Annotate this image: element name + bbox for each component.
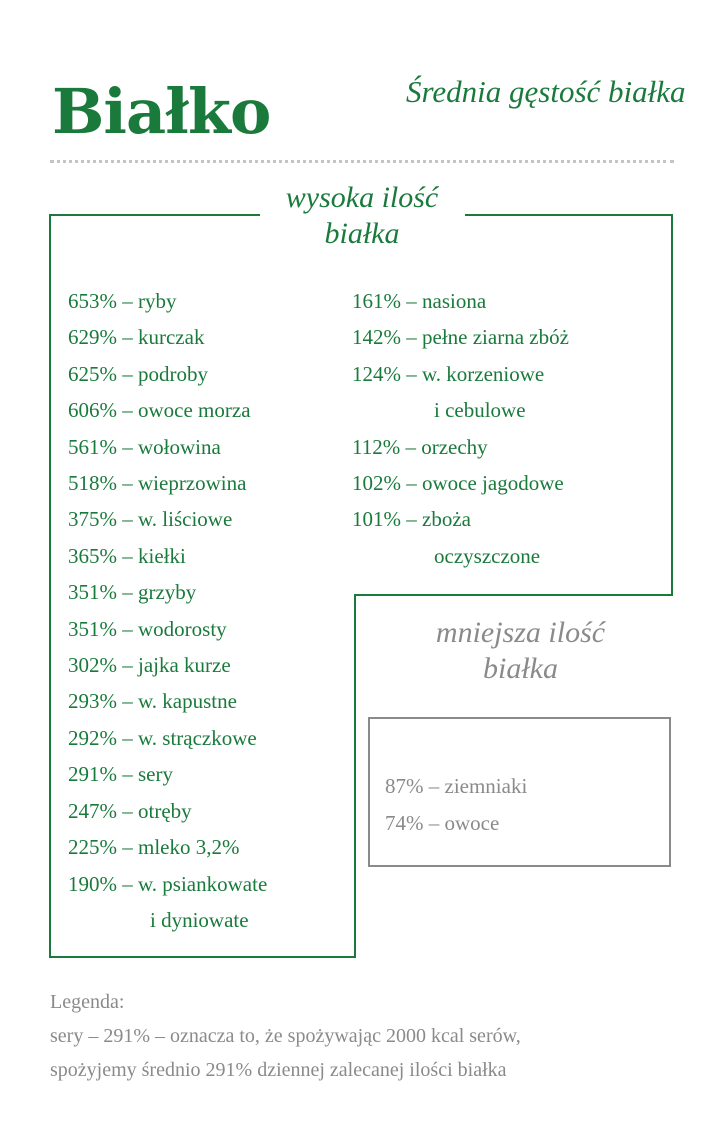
list-item	[68, 392, 267, 428]
list-item	[68, 611, 267, 647]
list-item-text: 87% – ziemniaki	[385, 774, 528, 798]
list-item	[68, 356, 267, 392]
list-item-text: 74% – owoce	[385, 811, 500, 835]
list-item	[68, 283, 267, 319]
list-item	[352, 319, 569, 355]
legend-line-1: sery – 291% – oznacza to, że spożywając 2000 kcal serów,	[50, 1025, 521, 1047]
list-item-text: 365% – kiełki	[68, 543, 186, 568]
page-subtitle: Średnia gęstość białka	[406, 74, 686, 109]
list-item-text: 102% – owoce jagodowe	[352, 471, 564, 496]
list-item-text: 351% – wodorosty	[68, 616, 227, 641]
list-item-text: 629% – kurczak	[68, 325, 205, 350]
list-item-text: 653% – ryby	[68, 289, 177, 313]
list-item-text: 291% – sery	[68, 762, 173, 787]
list-item	[385, 805, 527, 842]
list-item-text: 124% – w. korzeniowe	[352, 361, 545, 386]
list-item-text: 292% – w. strączkowe	[68, 725, 257, 750]
list-item	[385, 768, 527, 805]
list-item-text: 518% – wieprzowina	[68, 471, 247, 496]
low-protein-label-line1: mniejsza ilość	[435, 616, 606, 649]
list-item	[68, 866, 267, 939]
high-protein-label-line1: wysoka ilość	[285, 181, 439, 214]
list-item	[68, 683, 267, 719]
list-item-text: 302% – jajka kurze	[68, 653, 231, 678]
list-item-text: 293% – w. kapustne	[68, 689, 237, 714]
list-item	[68, 829, 267, 865]
list-item-text: 161% – nasiona	[352, 289, 487, 313]
list-item	[352, 429, 569, 465]
legend	[50, 985, 700, 1087]
list-item	[68, 501, 267, 537]
list-item-text: 606% – owoce morza	[68, 398, 251, 423]
list-item-text: 375% – w. liściowe	[68, 507, 233, 532]
list-item-text: 112% – orzechy	[352, 434, 488, 459]
legend-title: Legenda:	[50, 991, 125, 1013]
list-item-text: 142% – pełne ziarna zbóż	[352, 325, 569, 350]
list-item	[68, 319, 267, 355]
list-item-text: 190% – w. psiankowate	[68, 871, 268, 896]
list-item	[68, 538, 267, 574]
high-protein-label-line2: białka	[324, 217, 400, 250]
page-title: Białko	[52, 75, 271, 148]
list-item-continuation: oczyszczone	[434, 543, 541, 568]
list-item	[352, 283, 569, 319]
list-item	[68, 465, 267, 501]
list-item-text: 101% – zboża	[352, 507, 471, 532]
high-protein-label	[262, 180, 462, 252]
high-protein-list-right	[352, 283, 569, 574]
high-protein-list-left	[68, 283, 267, 938]
list-item-text: 561% – wołowina	[68, 434, 221, 459]
list-item-text: 351% – grzyby	[68, 580, 197, 605]
list-item	[68, 756, 267, 792]
list-item-text: 625% – podroby	[68, 361, 208, 386]
list-item	[68, 793, 267, 829]
low-protein-list	[385, 768, 527, 842]
low-protein-label	[368, 615, 673, 687]
legend-line-2: spożyjemy średnio 291% dziennej zalecanej ilości białka	[50, 1059, 507, 1081]
low-protein-label-line2: białka	[483, 652, 558, 685]
list-item-text: 247% – otręby	[68, 798, 192, 823]
list-item	[68, 429, 267, 465]
list-item	[68, 720, 267, 756]
list-item-continuation: i cebulowe	[434, 398, 526, 423]
list-item-continuation: i dyniowate	[150, 907, 249, 932]
list-item	[352, 501, 569, 574]
list-item	[352, 465, 569, 501]
list-item-text: 225% – mleko 3,2%	[68, 835, 240, 860]
list-item	[352, 356, 569, 429]
list-item	[68, 574, 267, 610]
list-item	[68, 647, 267, 683]
